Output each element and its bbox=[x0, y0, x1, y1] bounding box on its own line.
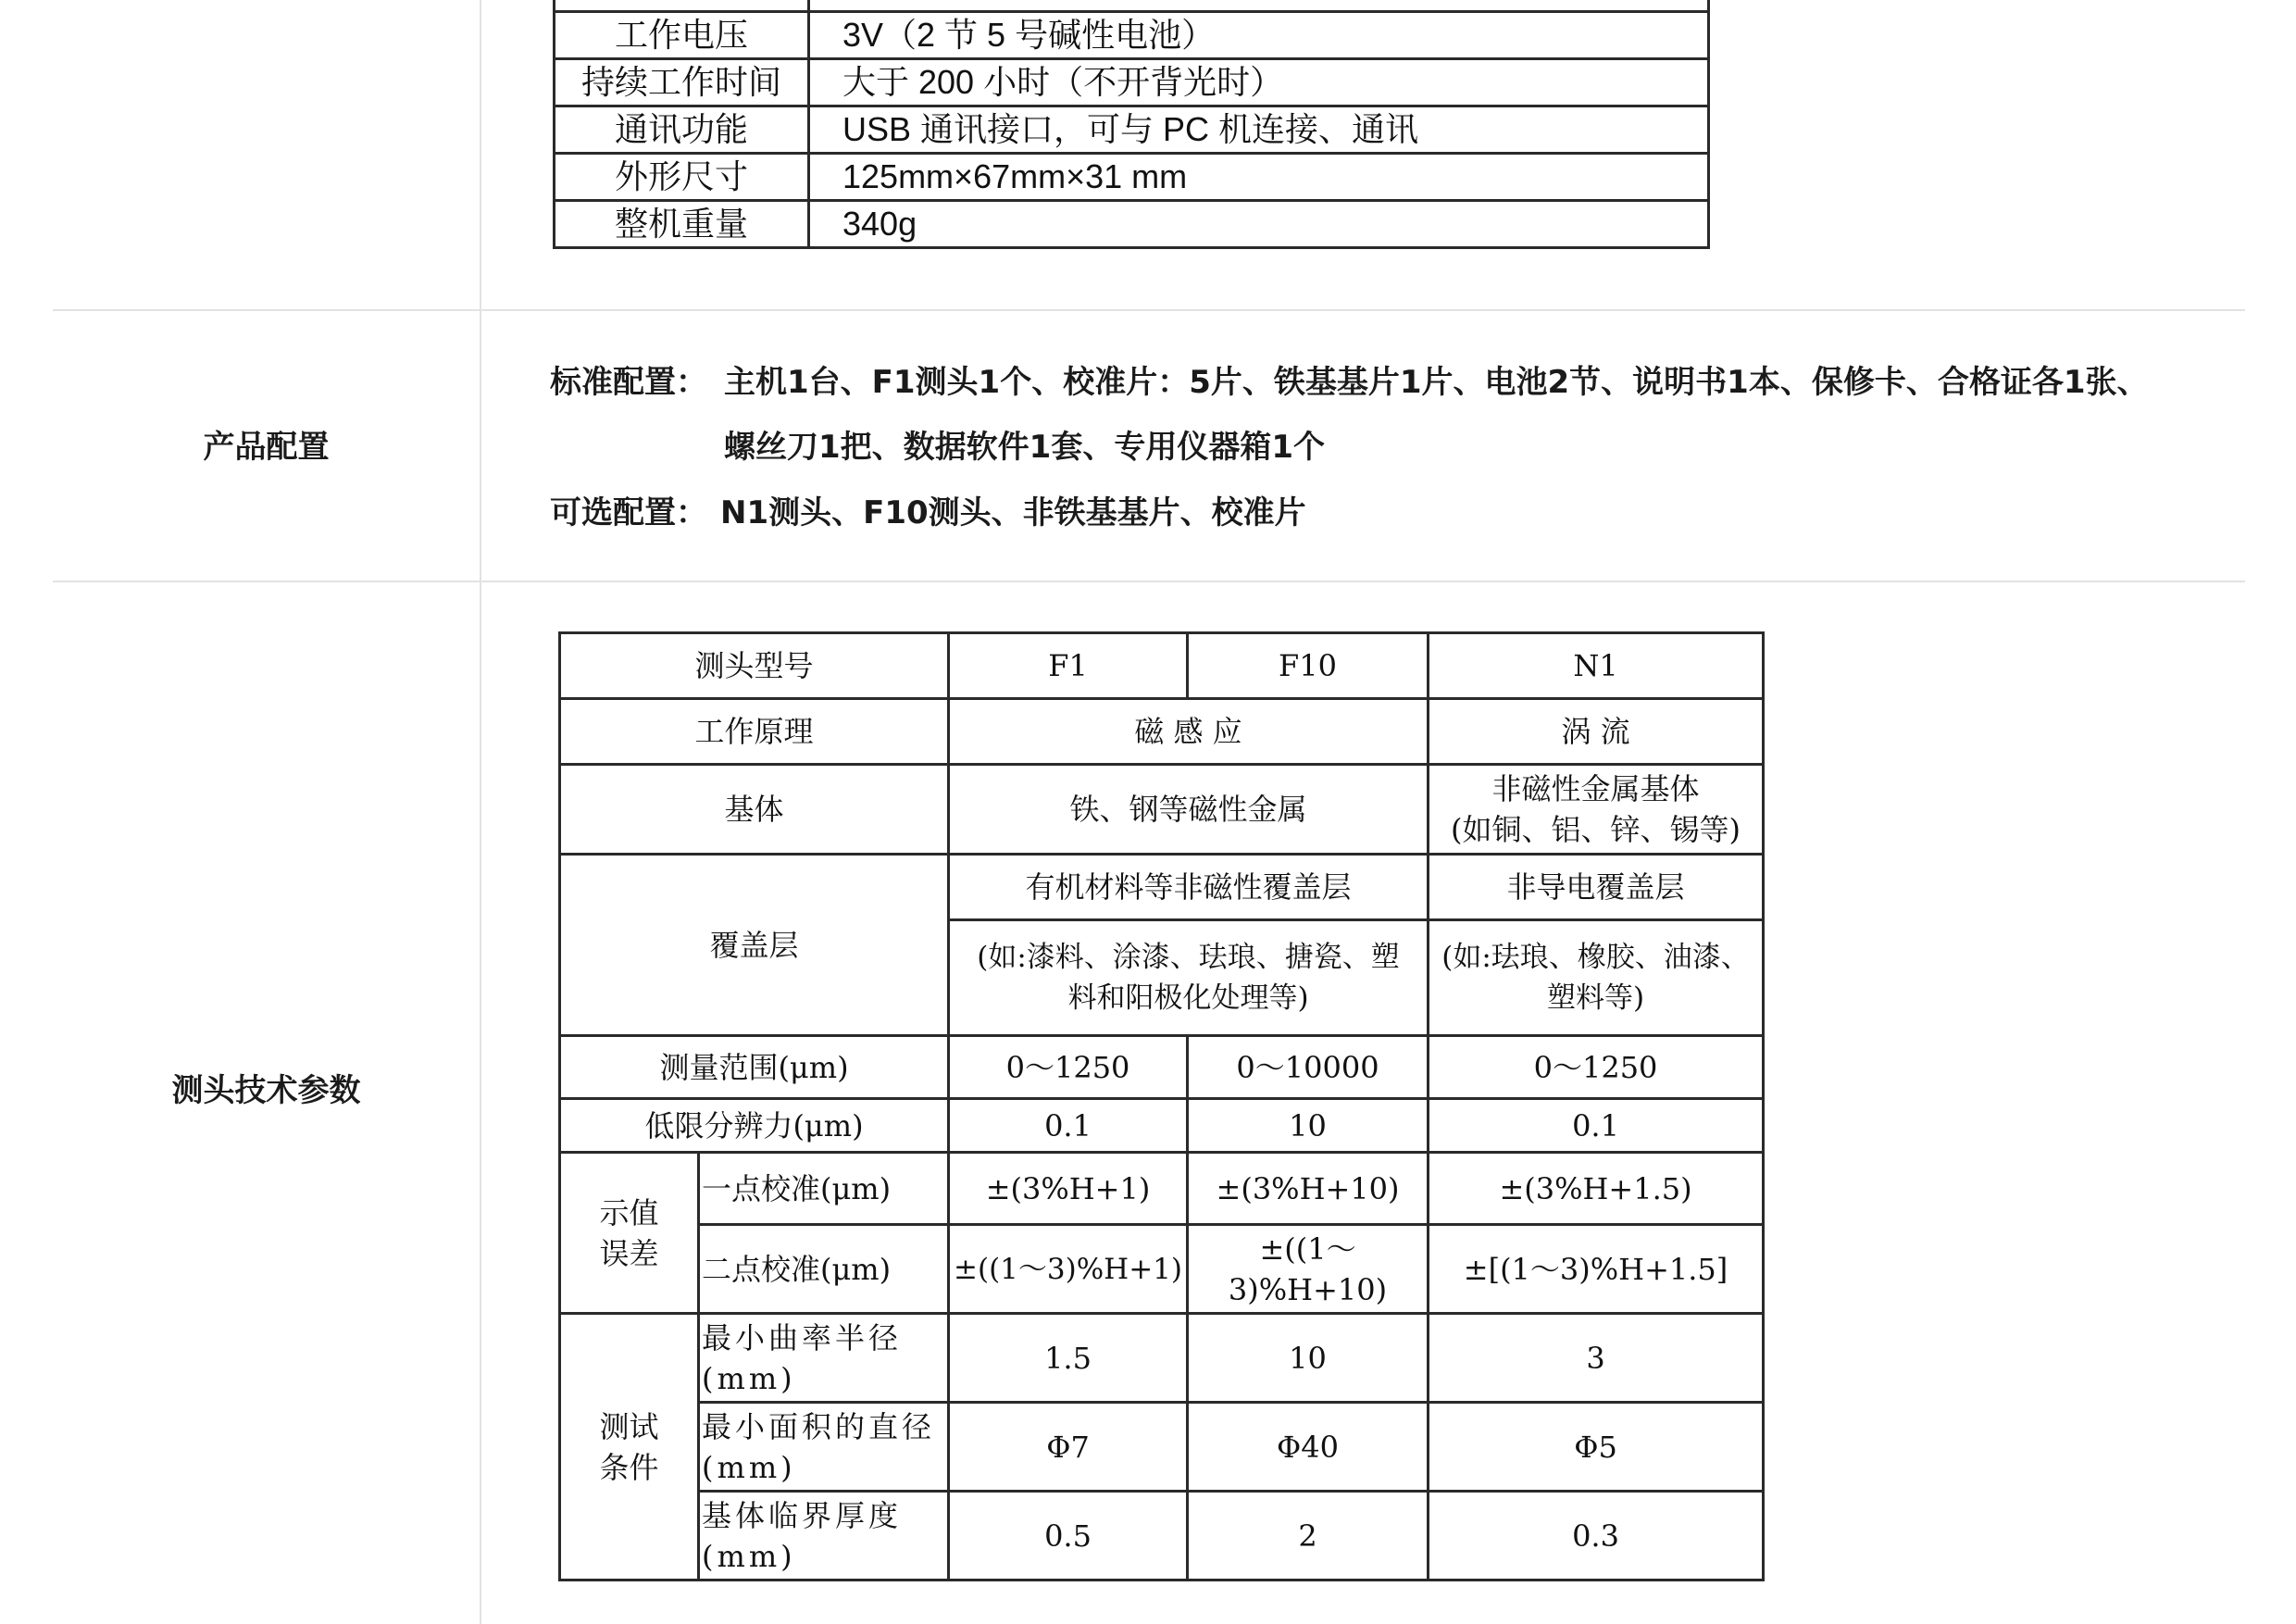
table-row bbox=[560, 1314, 1764, 1403]
two-point-f10-line2: 3)%H+10) bbox=[1228, 1271, 1388, 1307]
table-row bbox=[560, 1036, 1764, 1099]
area-label-line1: 最小面积的直径 bbox=[702, 1408, 936, 1444]
coating-magnetic: 有机材料等非磁性覆盖层 bbox=[949, 855, 1429, 920]
table-row bbox=[560, 765, 1764, 855]
table-row bbox=[560, 699, 1764, 765]
resolution-f1: 0.1 bbox=[949, 1099, 1188, 1153]
probe-table bbox=[558, 631, 1765, 1581]
coating-magnetic-examples-line2: 料和阳极化处理等) bbox=[1067, 981, 1309, 1015]
substrate-magnetic: 铁、钢等磁性金属 bbox=[949, 765, 1429, 855]
table-row bbox=[555, 154, 1709, 201]
error-group-label bbox=[560, 1153, 699, 1314]
two-point-f10-line1: ±((1～ bbox=[1259, 1230, 1356, 1267]
spec-value: 125mm×67mm×31 mm bbox=[809, 154, 1709, 201]
spec-table bbox=[553, 0, 1710, 249]
resolution-f10: 10 bbox=[1188, 1099, 1429, 1153]
range-n1: 0～1250 bbox=[1429, 1036, 1764, 1099]
thickness-label-line2: (mm) bbox=[702, 1538, 796, 1574]
thickness-f10: 2 bbox=[1188, 1492, 1429, 1580]
range-label: 测量范围(μm) bbox=[560, 1036, 949, 1099]
spec-value: 340g bbox=[809, 201, 1709, 248]
table-row bbox=[555, 201, 1709, 248]
spec-key: 通讯功能 bbox=[555, 106, 809, 154]
coating-magnetic-examples-line1: (如:漆料、涂漆、珐琅、搪瓷、塑 bbox=[977, 941, 1400, 974]
two-point-f1: ±((1～3)%H+1) bbox=[949, 1225, 1188, 1314]
column-divider bbox=[480, 0, 481, 1624]
curvature-label bbox=[699, 1314, 949, 1403]
curvature-label-line1: 最小曲率半径 bbox=[702, 1319, 903, 1355]
table-row bbox=[560, 855, 1764, 920]
spec-value: 3V（2 节 5 号碱性电池） bbox=[809, 12, 1709, 59]
model-n1: N1 bbox=[1429, 633, 1764, 699]
resolution-n1: 0.1 bbox=[1429, 1099, 1764, 1153]
row-divider-2 bbox=[53, 581, 2245, 582]
two-point-label: 二点校准(μm) bbox=[699, 1225, 949, 1314]
table-row bbox=[555, 59, 1709, 106]
table-row bbox=[560, 1225, 1764, 1314]
principle-label: 工作原理 bbox=[560, 699, 949, 765]
area-f10: Φ40 bbox=[1188, 1403, 1429, 1492]
substrate-eddy-line2: (如铜、铝、锌、锡等) bbox=[1451, 812, 1741, 847]
config-label: 产品配置 bbox=[203, 429, 330, 466]
table-row bbox=[555, 106, 1709, 154]
table-row bbox=[560, 1403, 1764, 1492]
area-n1: Φ5 bbox=[1429, 1403, 1764, 1492]
model-f1: F1 bbox=[949, 633, 1188, 699]
probe-params-label: 测头技术参数 bbox=[171, 1072, 361, 1109]
spec-key: 整机重量 bbox=[555, 201, 809, 248]
error-group-line1: 示值 bbox=[599, 1194, 659, 1230]
spec-value: USB 通讯接口，可与 PC 机连接、通讯 bbox=[809, 106, 1709, 154]
resolution-label: 低限分辨力(μm) bbox=[560, 1099, 949, 1153]
one-point-n1: ±(3%H+1.5) bbox=[1429, 1153, 1764, 1225]
thickness-label bbox=[699, 1492, 949, 1580]
range-f1: 0～1250 bbox=[949, 1036, 1188, 1099]
model-f10: F10 bbox=[1188, 633, 1429, 699]
test-group-line1: 测试 bbox=[599, 1408, 659, 1444]
area-label bbox=[699, 1403, 949, 1492]
standard-config-line2: 螺丝刀1把、数据软件1套、专用仪器箱1个 bbox=[724, 429, 1325, 466]
coating-eddy-examples bbox=[1429, 920, 1764, 1036]
substrate-label: 基体 bbox=[560, 765, 949, 855]
error-group-line2: 误差 bbox=[599, 1235, 659, 1271]
optional-config-prefix: 可选配置： bbox=[550, 494, 707, 531]
table-row bbox=[560, 633, 1764, 699]
optional-config-text: N1测头、F10测头、非铁基基片、校准片 bbox=[720, 494, 1306, 531]
spec-key-cut bbox=[555, 0, 809, 12]
coating-magnetic-examples bbox=[949, 920, 1429, 1036]
spec-key: 外形尺寸 bbox=[555, 154, 809, 201]
curvature-f10: 10 bbox=[1188, 1314, 1429, 1403]
test-group-line2: 条件 bbox=[599, 1449, 659, 1485]
coating-eddy: 非导电覆盖层 bbox=[1429, 855, 1764, 920]
table-row bbox=[560, 1153, 1764, 1225]
standard-config-prefix: 标准配置： bbox=[550, 364, 707, 401]
spec-key: 工作电压 bbox=[555, 12, 809, 59]
substrate-eddy bbox=[1429, 765, 1764, 855]
coating-eddy-examples-line1: (如:珐琅、橡胶、油漆、 bbox=[1441, 941, 1750, 974]
table-row bbox=[560, 1099, 1764, 1153]
table-row bbox=[560, 1492, 1764, 1580]
spec-value-cut bbox=[809, 0, 1709, 12]
substrate-eddy-line1: 非磁性金属基体 bbox=[1491, 771, 1700, 806]
one-point-label: 一点校准(μm) bbox=[699, 1153, 949, 1225]
coating-eddy-examples-line2: 塑料等) bbox=[1546, 981, 1645, 1015]
spec-value: 大于 200 小时（不开背光时） bbox=[809, 59, 1709, 106]
two-point-n1: ±[(1～3)%H+1.5] bbox=[1429, 1225, 1764, 1314]
principle-eddy: 涡 流 bbox=[1429, 699, 1764, 765]
thickness-f1: 0.5 bbox=[949, 1492, 1188, 1580]
spec-key: 持续工作时间 bbox=[555, 59, 809, 106]
thickness-n1: 0.3 bbox=[1429, 1492, 1764, 1580]
area-label-line2: (mm) bbox=[702, 1449, 796, 1485]
row-divider-1 bbox=[53, 309, 2245, 311]
curvature-label-line2: (mm) bbox=[702, 1360, 796, 1396]
table-row bbox=[555, 12, 1709, 59]
table-row bbox=[555, 0, 1709, 12]
principle-magnetic: 磁 感 应 bbox=[949, 699, 1429, 765]
coating-label: 覆盖层 bbox=[560, 855, 949, 1036]
one-point-f1: ±(3%H+1) bbox=[949, 1153, 1188, 1225]
curvature-n1: 3 bbox=[1429, 1314, 1764, 1403]
standard-config-line1: 主机1台、F1测头1个、校准片：5片、铁基基片1片、电池2节、说明书1本、保修卡、合格证各1张、 bbox=[724, 364, 2149, 401]
area-f1: Φ7 bbox=[949, 1403, 1188, 1492]
range-f10: 0～10000 bbox=[1188, 1036, 1429, 1099]
two-point-f10 bbox=[1188, 1225, 1429, 1314]
thickness-label-line1: 基体临界厚度 bbox=[702, 1497, 903, 1533]
test-group-label bbox=[560, 1314, 699, 1580]
curvature-f1: 1.5 bbox=[949, 1314, 1188, 1403]
model-label: 测头型号 bbox=[560, 633, 949, 699]
one-point-f10: ±(3%H+10) bbox=[1188, 1153, 1429, 1225]
